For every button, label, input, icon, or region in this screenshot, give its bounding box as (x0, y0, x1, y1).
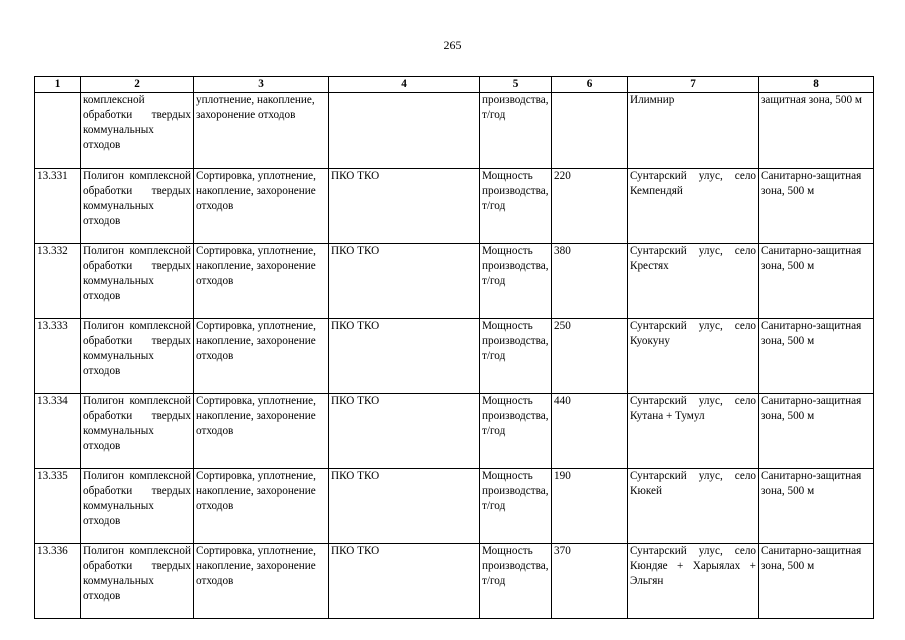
cell-zone: защитная зона, 500 м (759, 93, 874, 169)
page-number: 265 (443, 38, 462, 52)
cell-type: ПКО ТКО (329, 469, 480, 544)
cell-value: 370 (552, 544, 628, 619)
cell-num: 13.336 (35, 544, 81, 619)
cell-num: 13.331 (35, 169, 81, 244)
cell-capacity: Мощность производства, т/год (480, 244, 552, 319)
cell-name: Полигон комплексной обработки твердых коммунальных отходов (81, 319, 194, 394)
table-row (35, 469, 874, 544)
cell-num: 13.332 (35, 244, 81, 319)
cell-name: Полигон комплексной обработки твердых коммунальных отходов (81, 244, 194, 319)
cell-location: Сунтарский улус, село Кемпендяй (628, 169, 759, 244)
cell-capacity: Мощность производства, т/год (480, 544, 552, 619)
cell-name: Полигон комплексной обработки твердых коммунальных отходов (81, 169, 194, 244)
cell-name: комплексной обработки твердых коммунальных отходов (81, 93, 194, 169)
column-header: 4 (329, 77, 480, 93)
cell-value: 190 (552, 469, 628, 544)
cell-type: ПКО ТКО (329, 544, 480, 619)
table-row (35, 394, 874, 469)
cell-name: Полигон комплексной обработки твердых коммунальных отходов (81, 394, 194, 469)
cell-location: Сунтарский улус, село Кюкей (628, 469, 759, 544)
cell-zone: Санитарно-защитная зона, 500 м (759, 319, 874, 394)
cell-type: ПКО ТКО (329, 394, 480, 469)
cell-location: Илимнир (628, 93, 759, 169)
cell-type (329, 93, 480, 169)
column-header: 8 (759, 77, 874, 93)
column-header: 2 (81, 77, 194, 93)
cell-name: Полигон комплексной обработки твердых коммунальных отходов (81, 469, 194, 544)
cell-operations: Сортировка, уплотнение, накопление, захоронение отходов (194, 169, 329, 244)
column-header: 3 (194, 77, 329, 93)
cell-type: ПКО ТКО (329, 244, 480, 319)
cell-value: 250 (552, 319, 628, 394)
column-header: 7 (628, 77, 759, 93)
cell-num: 13.335 (35, 469, 81, 544)
cell-location: Сунтарский улус, село Крестях (628, 244, 759, 319)
cell-capacity: производства, т/год (480, 93, 552, 169)
facilities-table (34, 76, 874, 619)
cell-value: 380 (552, 244, 628, 319)
cell-type: ПКО ТКО (329, 319, 480, 394)
continuation-row (35, 93, 874, 169)
table-row (35, 319, 874, 394)
cell-operations: Сортировка, уплотнение, накопление, захоронение отходов (194, 544, 329, 619)
cell-location: Сунтарский улус, село Куокуну (628, 319, 759, 394)
cell-zone: Санитарно-защитная зона, 500 м (759, 394, 874, 469)
cell-operations: Сортировка, уплотнение, накопление, захоронение отходов (194, 244, 329, 319)
cell-location: Сунтарский улус, село Кюндяе + Харыялах + Эльгян (628, 544, 759, 619)
table-row (35, 244, 874, 319)
table-row (35, 169, 874, 244)
cell-value (552, 93, 628, 169)
cell-operations: уплотнение, накопление, захоронение отходов (194, 93, 329, 169)
cell-type: ПКО ТКО (329, 169, 480, 244)
cell-zone: Санитарно-защитная зона, 500 м (759, 544, 874, 619)
cell-location: Сунтарский улус, село Кутана + Тумул (628, 394, 759, 469)
header-row (35, 77, 874, 93)
column-header: 5 (480, 77, 552, 93)
cell-operations: Сортировка, уплотнение, накопление, захоронение отходов (194, 469, 329, 544)
cell-num: 13.333 (35, 319, 81, 394)
table-row (35, 544, 874, 619)
cell-value: 440 (552, 394, 628, 469)
cell-capacity: Мощность производства, т/год (480, 394, 552, 469)
cell-operations: Сортировка, уплотнение, накопление, захоронение отходов (194, 394, 329, 469)
cell-zone: Санитарно-защитная зона, 500 м (759, 169, 874, 244)
column-header: 1 (35, 77, 81, 93)
cell-num (35, 93, 81, 169)
column-header: 6 (552, 77, 628, 93)
cell-name: Полигон комплексной обработки твердых коммунальных отходов (81, 544, 194, 619)
cell-operations: Сортировка, уплотнение, накопление, захоронение отходов (194, 319, 329, 394)
cell-capacity: Мощность производства, т/год (480, 169, 552, 244)
cell-zone: Санитарно-защитная зона, 500 м (759, 469, 874, 544)
cell-capacity: Мощность производства, т/год (480, 319, 552, 394)
cell-num: 13.334 (35, 394, 81, 469)
cell-capacity: Мощность производства, т/год (480, 469, 552, 544)
cell-zone: Санитарно-защитная зона, 500 м (759, 244, 874, 319)
cell-value: 220 (552, 169, 628, 244)
